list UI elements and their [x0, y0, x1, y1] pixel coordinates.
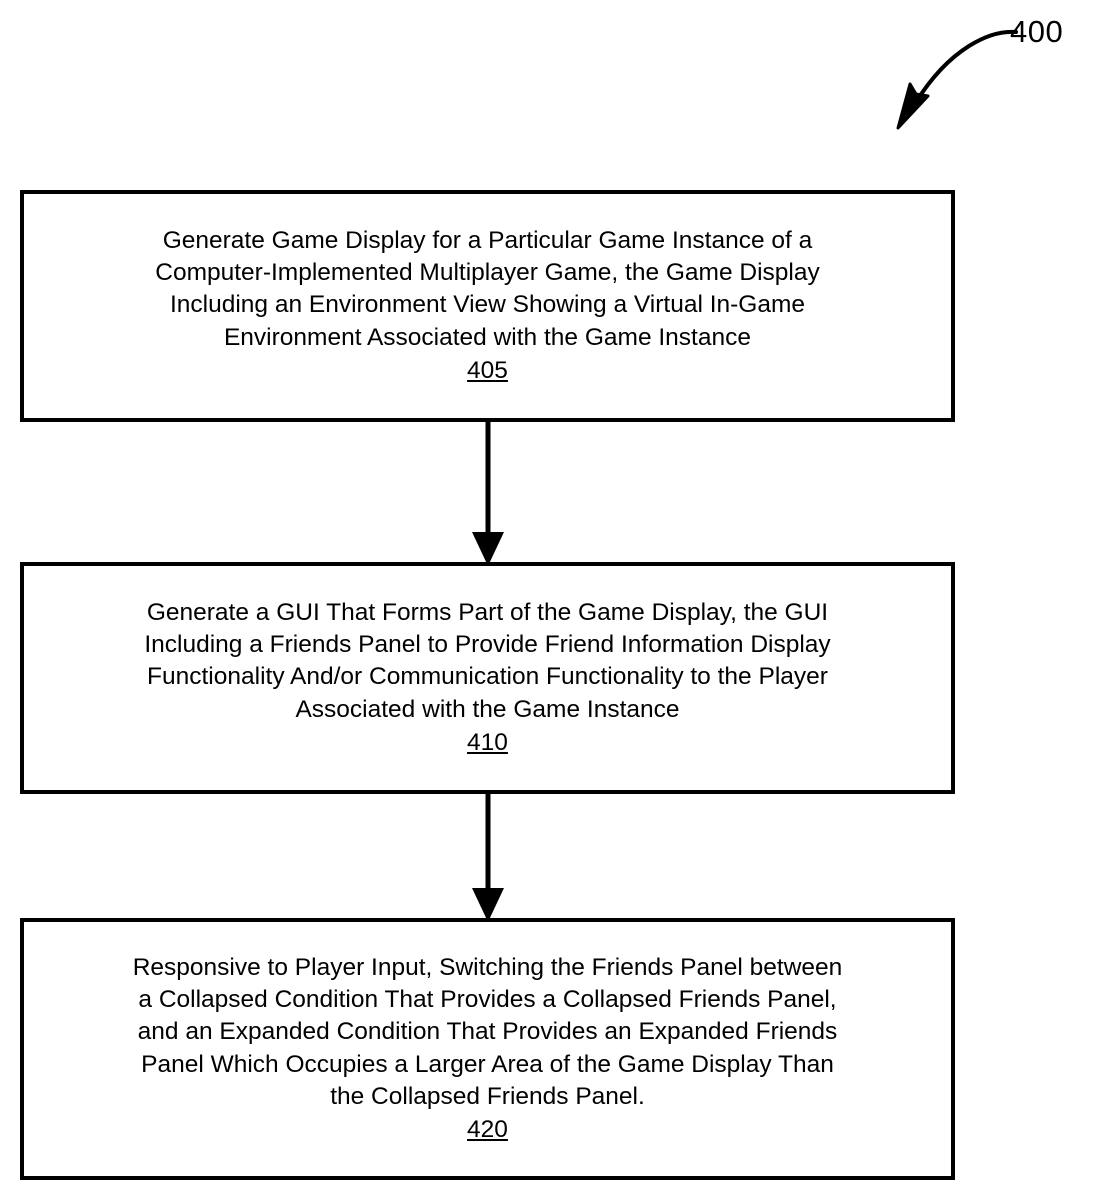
connector-410-to-420: [458, 792, 518, 922]
flow-step-420-text: Responsive to Player Input, Switching the Friends Panel between a Collapsed Condition That Provides a Collapsed Friends Panel, and an Expanded Condition That Provides an Expanded Friends Panel Which Occupies a Larger Area of the Game Display Than the Collapsed Friends Panel.: [132, 953, 843, 1110]
flow-step-405-text: Generate Game Display for a Particular Game Instance of a Computer-Implemented Multiplayer Game, the Game Display Including an Environment View Showing a Virtual In-Game Environment Associated with the Game Instance: [155, 226, 820, 351]
flow-step-405-ref: 405: [467, 356, 508, 384]
connector-405-to-410: [458, 420, 518, 566]
flow-step-420-ref: 420: [467, 1116, 508, 1144]
flow-step-410-text: Generate a GUI That Forms Part of the Game Display, the GUI Including a Friends Panel to Provide Friend Information Display Functionality And/or Communication Functionality to the Player Associated with the Game Instance: [144, 598, 831, 723]
flow-step-420: [20, 918, 955, 1180]
flow-step-405: [20, 190, 955, 422]
figure-number-label: 400: [1010, 14, 1064, 49]
flow-step-410-ref: 410: [467, 728, 508, 756]
flow-step-410: [20, 562, 955, 794]
figure-leader-arrow-icon: [880, 10, 1020, 130]
